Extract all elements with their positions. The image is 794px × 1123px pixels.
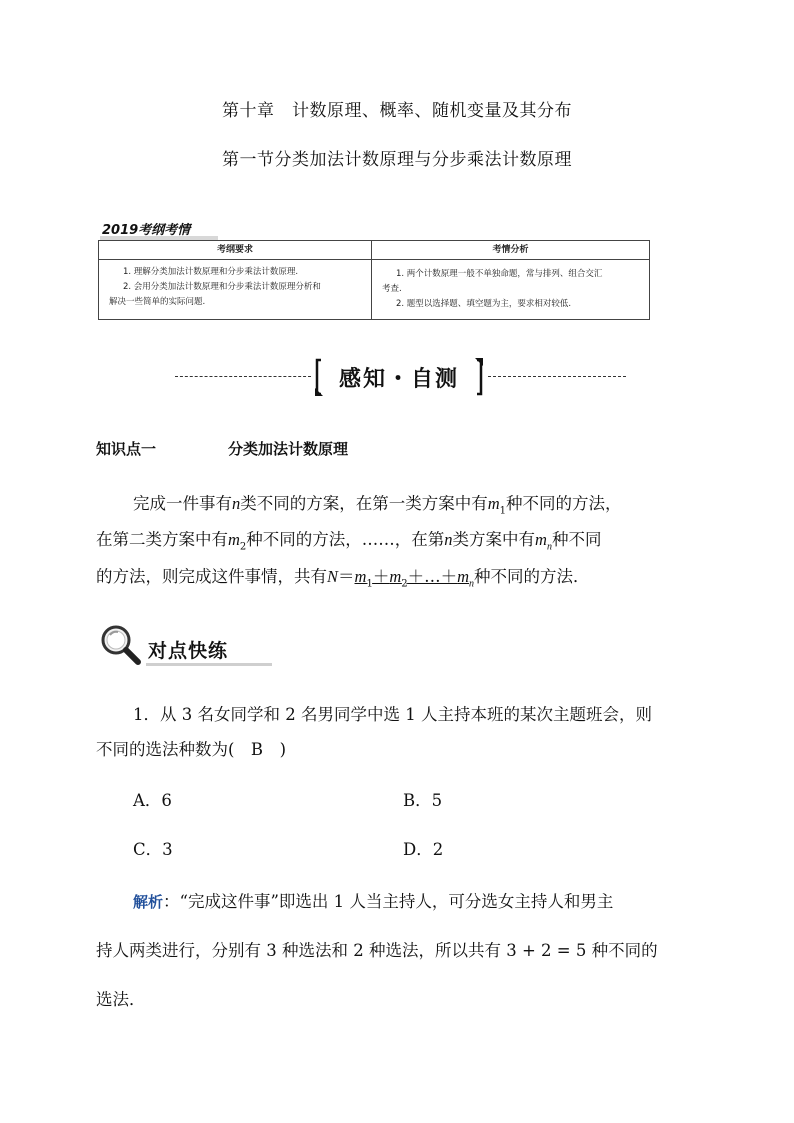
- option-d: D．2: [403, 840, 444, 859]
- definition-line: 完成一件事有n类不同的方案，在第一类方案中有$m_1$种不同的方法，: [133, 494, 622, 517]
- question-text: 不同的选法种数为( B ): [96, 740, 286, 759]
- syllabus-col1-content: [109, 265, 371, 310]
- syllabus-col1-header: 考纲要求: [216, 245, 253, 255]
- question-text: 1．从 3 名女同学和 2 名男同学中选 1 人主持本班的某次主题班会，则: [133, 705, 652, 724]
- syllabus-col2-line: 1. 两个计数原理一般不单独命题，常与排列、组合交汇: [396, 269, 603, 279]
- banner-right-dash: [488, 376, 626, 377]
- syllabus-col1-line: 解决一些简单的实际问题.: [109, 297, 206, 307]
- definition-line: 在第二类方案中有$m_2$种不同的方法，……，在第n类方案中有$m_n$种不同: [96, 530, 602, 553]
- syllabus-col1-line: 1. 理解分类加法计数原理和分步乘法计数原理.: [123, 267, 299, 277]
- knowledge-point-title: 分类加法计数原理: [228, 440, 349, 458]
- formula-blank: $m_1+m_2+\dots+m_n$: [354, 567, 475, 590]
- syllabus-col2-header: 考情分析: [492, 245, 529, 255]
- solution-label: 解析: [133, 893, 164, 911]
- syllabus-col2-line: 2. 题型以选择题、填空题为主，要求相对较低.: [396, 299, 572, 309]
- definition-line: 的方法，则完成这件事情，共有$N=m_1+m_2+\dots+m_n$种不同的方法．: [96, 567, 590, 590]
- syllabus-col2-line: 考查.: [382, 284, 402, 294]
- syllabus-tag: 2019考纲考情: [102, 223, 191, 238]
- banner-title: 感知・自测: [338, 367, 459, 392]
- syllabus-col2-content: [382, 267, 644, 312]
- magnifier-icon: [98, 622, 144, 668]
- knowledge-point-label: 知识点一: [96, 440, 157, 458]
- option-b: B．5: [403, 791, 443, 810]
- syllabus-table: [98, 240, 650, 320]
- solution-line: 解析：“完成这件事”即选出 1 人当主持人，可分选女主持人和男主: [133, 892, 614, 911]
- table-divider: [371, 241, 372, 319]
- table-divider: [99, 259, 649, 260]
- option-c: C．3: [133, 840, 173, 859]
- solution-line: 持人两类进行，分别有 3 种选法和 2 种选法，所以共有 3 + 2 = 5 种不同的: [96, 941, 658, 960]
- section-title: 第一节分类加法计数原理与分步乘法计数原理: [222, 150, 572, 170]
- syllabus-col1-line: 2. 会用分类加法计数原理和分步乘法计数原理分析和: [123, 282, 321, 292]
- option-a: A．6: [133, 791, 172, 810]
- practice-title-underline: [146, 663, 272, 666]
- banner-left-dash: [175, 376, 311, 377]
- practice-title: 对点快练: [148, 640, 229, 662]
- solution-line: 选法．: [96, 990, 146, 1009]
- chapter-title: 第十章 计数原理、概率、随机变量及其分布: [222, 101, 572, 121]
